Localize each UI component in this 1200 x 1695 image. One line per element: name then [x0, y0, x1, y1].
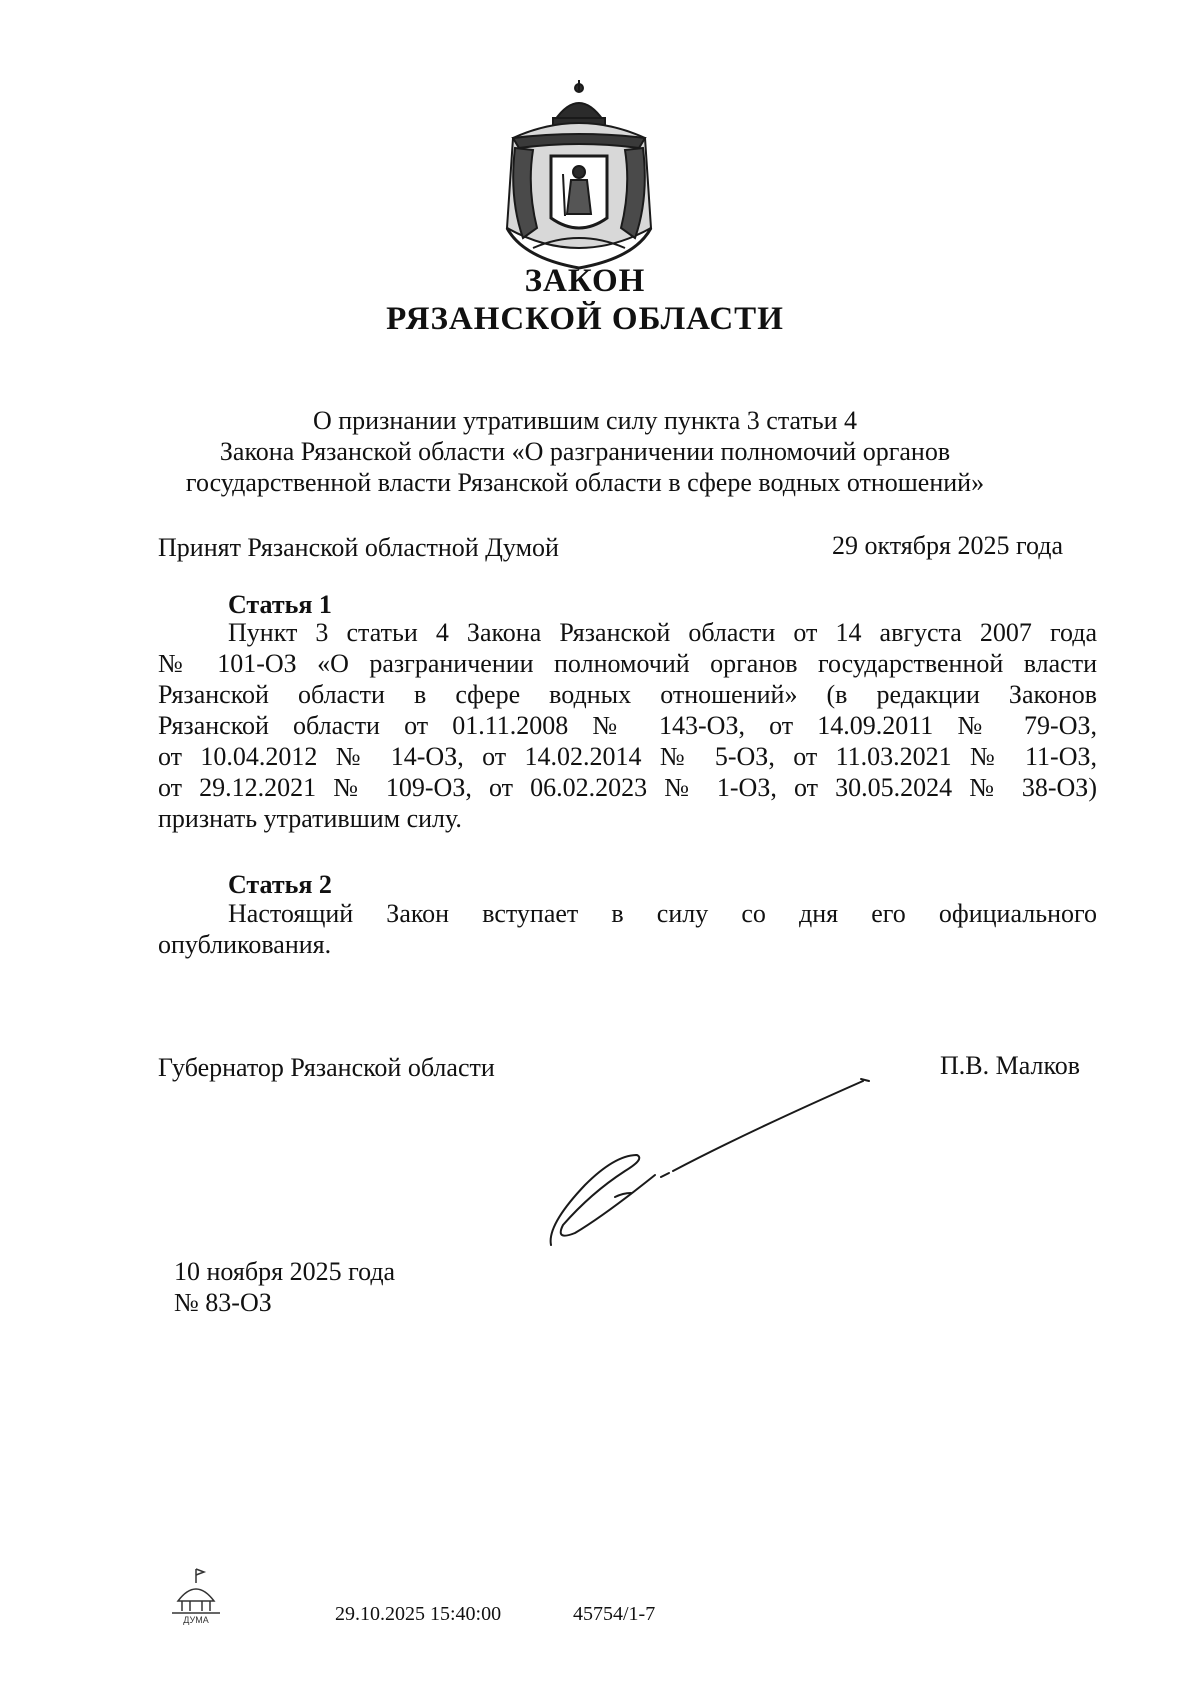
document-title: ЗАКОН: [524, 263, 646, 299]
subject-line: Закона Рязанской области «О разграничении полномочий органов: [219, 437, 951, 466]
subject-line: О признании утратившим силу пункта 3 статьи 4: [312, 406, 858, 435]
article-1-last-line: признать утратившим силу.: [158, 804, 462, 833]
footer-timestamp: 29.10.2025 15:40:00: [335, 1603, 502, 1625]
signatory-name: П.В. Малков: [940, 1051, 1081, 1080]
article-1-line: Рязанской области от 01.11.2008 № 143-ОЗ, от 14.09.2011 № 79-ОЗ,: [158, 711, 1097, 740]
article-1-heading: Статья 1: [228, 590, 332, 619]
article-2-heading: Статья 2: [228, 870, 332, 899]
handwritten-signature: [545, 1075, 875, 1255]
adoption-date: 29 октября 2025 года: [832, 531, 1063, 560]
article-1-line: № 101-ОЗ «О разграничении полномочий органов государственной власти: [158, 649, 1097, 678]
article-1-line: от 29.12.2021 № 109-ОЗ, от 06.02.2023 № 1-ОЗ, от 30.05.2024 № 38-ОЗ): [158, 773, 1097, 802]
footer-doc-id: 45754/1-7: [573, 1603, 656, 1625]
article-1-line: Рязанской области в сфере водных отношений» (в редакции Законов: [158, 680, 1097, 709]
coat-of-arms-emblem: [493, 78, 665, 275]
document-subject: [0, 405, 1170, 498]
article-1-line: от 10.04.2012 № 14-ОЗ, от 14.02.2014 № 5-ОЗ, от 11.03.2021 № 11-ОЗ,: [158, 742, 1097, 771]
article-2-last-line: опубликования.: [158, 930, 332, 959]
document-title-region: РЯЗАНСКОЙ ОБЛАСТИ: [386, 301, 784, 337]
signatory-position: Губернатор Рязанской области: [158, 1053, 495, 1082]
adoption-text: Принят Рязанской областной Думой: [158, 533, 559, 562]
article-2-line: Настоящий Закон вступает в силу со дня его официального: [228, 899, 1097, 928]
duma-logo-text: ДУМА: [183, 1615, 209, 1625]
signing-date: 10 ноября 2025 года: [174, 1257, 396, 1286]
law-number: № 83-ОЗ: [174, 1288, 272, 1317]
subject-line: государственной власти Рязанской области в сфере водных отношений»: [185, 468, 985, 497]
duma-logo-icon: [168, 1567, 224, 1625]
article-1-line: Пункт 3 статьи 4 Закона Рязанской области от 14 августа 2007 года: [228, 618, 1097, 647]
